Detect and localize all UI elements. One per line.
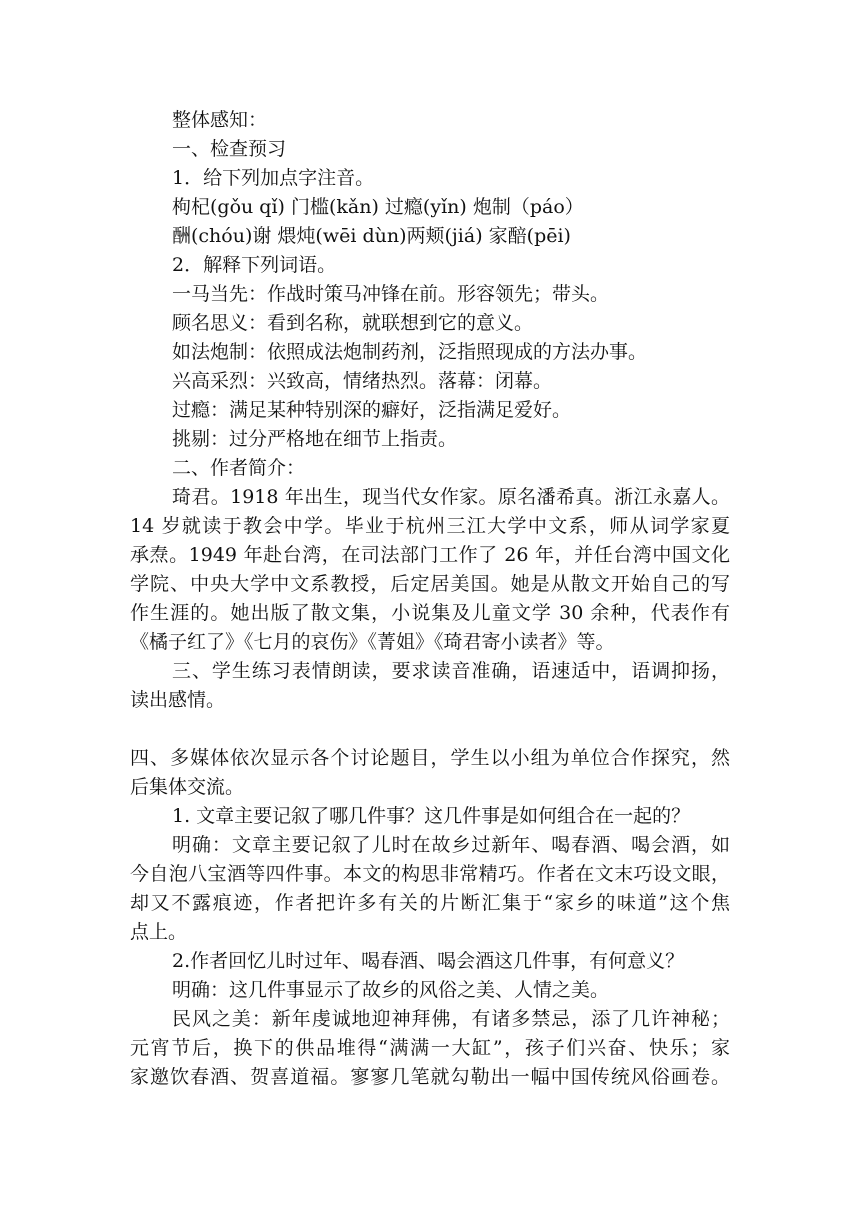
word-definition: 过瘾：满足某种特别深的癖好，泛指满足爱好。 bbox=[172, 399, 572, 421]
word-definition: 如法炮制：依照成法炮制药剂，泛指照现成的方法办事。 bbox=[172, 341, 648, 363]
word-definition: 一马当先：作战时策马冲锋在前。形容领先；带头。 bbox=[172, 283, 610, 305]
author-paragraph-line: 《橘子红了》《七月的哀伤》《菁姐》《琦君寄小读者》等。 bbox=[130, 631, 615, 653]
reading-practice-line: 三、学生练习表情朗读，要求读音准确，语速适中，语调抑扬， bbox=[172, 660, 730, 682]
author-paragraph-line: 承焘。1949 年赴台湾，在司法部门工作了 26 年，并任台湾中国文化 bbox=[130, 544, 730, 566]
section-title: 整体感知： bbox=[172, 109, 268, 131]
answer-line: 今自泡八宝酒等四件事。本文的构思非常精巧。作者在文末巧设文眼， bbox=[130, 863, 730, 885]
folk-beauty-line: 民风之美：新年虔诚地迎神拜佛，有诸多禁忌，添了几许神秘； bbox=[172, 1008, 730, 1030]
question-heading: 2．解释下列词语。 bbox=[172, 254, 337, 276]
word-definition: 挑剔：过分严格地在细节上指责。 bbox=[172, 428, 458, 450]
reading-practice-line: 读出感情。 bbox=[130, 689, 226, 711]
word-definition: 兴高采烈：兴致高，情绪热烈。落幕：闭幕。 bbox=[172, 370, 553, 392]
pinyin-line: 酬(chóu)谢 煨炖(wēi dùn)两颊(jiá) 家醅(pēi) bbox=[172, 225, 571, 247]
author-paragraph-line: 14 岁就读于教会中学。毕业于杭州三江大学中文系，师从词学家夏 bbox=[130, 515, 730, 537]
author-paragraph-line: 作生涯的。她出版了散文集，小说集及儿童文学 30 余种，代表作有 bbox=[130, 602, 730, 624]
author-paragraph-line: 学院、中央大学中文系教授，后定居美国。她是从散文开始自己的写 bbox=[130, 573, 730, 595]
discussion-question: 1. 文章主要记叙了哪几件事？这几件事是如何组合在一起的？ bbox=[172, 805, 691, 827]
discussion-intro-line: 后集体交流。 bbox=[130, 776, 245, 798]
pinyin-line: 枸杞(gǒu qǐ) 门槛(kǎn) 过瘾(yǐn) 炮制（páo） bbox=[172, 196, 584, 218]
discussion-question: 2.作者回忆儿时过年、喝春酒、喝会酒这几件事，有何意义？ bbox=[172, 950, 685, 972]
answer-line: 却又不露痕迹，作者把许多有关的片断汇集于“家乡的味道”这个焦 bbox=[130, 892, 730, 914]
question-heading: 1．给下列加点字注音。 bbox=[172, 167, 375, 189]
answer-line: 明确：这几件事显示了故乡的风俗之美、人情之美。 bbox=[172, 979, 610, 1001]
folk-beauty-line: 元宵节后，换下的供品堆得“满满一大缸”，孩子们兴奋、快乐；家 bbox=[130, 1037, 730, 1059]
answer-line: 明确：文章主要记叙了儿时在故乡过新年、喝春酒、喝会酒，如 bbox=[172, 834, 730, 856]
section-heading-author: 二、作者简介： bbox=[172, 457, 306, 479]
author-paragraph-line: 琦君。1918 年出生，现当代女作家。原名潘希真。浙江永嘉人。 bbox=[172, 486, 730, 508]
discussion-intro-line: 四、多媒体依次显示各个讨论题目，学生以小组为单位合作探究，然 bbox=[130, 747, 730, 769]
folk-beauty-line: 家邀饮春酒、贺喜道福。寥寥几笔就勾勒出一幅中国传统风俗画卷。 bbox=[130, 1066, 730, 1088]
section-heading-preview: 一、检查预习 bbox=[172, 138, 287, 160]
word-definition: 顾名思义：看到名称，就联想到它的意义。 bbox=[172, 312, 534, 334]
answer-line: 点上。 bbox=[130, 921, 188, 943]
